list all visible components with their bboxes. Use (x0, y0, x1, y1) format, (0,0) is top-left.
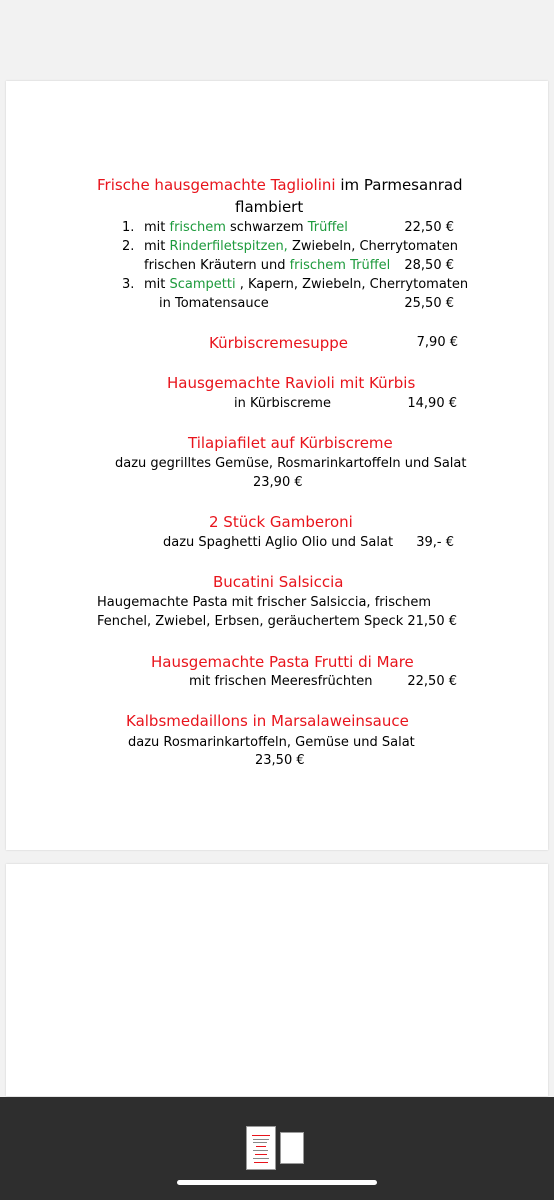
item-number: 1. (122, 220, 135, 235)
text-segment: mit (144, 277, 170, 292)
item-number: 3. (122, 277, 135, 292)
dish-price: 7,90 € (416, 335, 458, 350)
dish-price: 39,- € (416, 535, 454, 550)
dish-description: in Kürbiscreme (234, 396, 331, 411)
dish-title-frutti-di-mare: Hausgemachte Pasta Frutti di Mare (151, 653, 414, 671)
document-page-2 (6, 864, 548, 1096)
dish-title-kalbsmedaillons: Kalbsmedaillons in Marsalaweinsauce (126, 712, 409, 730)
item-price: 22,50 € (404, 220, 454, 235)
highlight-segment: Rinderfiletspitzen, (169, 239, 288, 254)
dish-title-red: Frische hausgemachte Tagliolini (97, 176, 336, 194)
dish-title-tilapiafilet: Tilapiafilet auf Kürbiscreme (188, 434, 393, 452)
highlight-segment: Trüffel (307, 220, 348, 235)
dish-description: dazu Rosmarinkartoffeln, Gemüse und Salat (128, 735, 415, 750)
dish-price: 23,50 € (255, 753, 305, 768)
page-thumbnail-2-icon[interactable] (280, 1132, 304, 1164)
dish-title-kuerbiscremesuppe: Kürbiscremesuppe (209, 334, 349, 352)
dish-title-line2: flambiert (235, 198, 304, 216)
item-line (144, 276, 468, 294)
dish-price: 23,90 € (253, 475, 303, 490)
text-segment: mit (144, 239, 170, 254)
highlight-segment: Scampetti (169, 277, 236, 292)
dish-title-tagliolini (97, 175, 463, 195)
dish-price: 22,50 € (407, 674, 457, 689)
dish-price: 14,90 € (407, 396, 457, 411)
text-segment: mit (144, 220, 170, 235)
dish-description: dazu Spaghetti Aglio Olio und Salat (163, 535, 394, 550)
item-number: 2. (122, 239, 135, 254)
page-thumbnail-1-icon[interactable] (246, 1126, 276, 1170)
dish-title-black: im Parmesanrad (335, 176, 463, 194)
item-line (144, 238, 458, 256)
dish-description: mit frischen Meeresfrüchten (189, 674, 373, 689)
dish-title-gamberoni: 2 Stück Gamberoni (209, 513, 353, 531)
dish-description: Haugemachte Pasta mit frischer Salsiccia, frischem (97, 595, 432, 610)
item-line (144, 257, 390, 275)
home-indicator[interactable] (177, 1180, 377, 1185)
dish-price: 21,50 € (407, 614, 457, 629)
text-segment: schwarzem (225, 220, 308, 235)
document-page-1 (6, 81, 548, 850)
dish-title-ravioli: Hausgemachte Ravioli mit Kürbis (167, 374, 416, 392)
highlight-segment: frischem Trüffel (289, 258, 391, 273)
highlight-segment: frischem (169, 220, 226, 235)
text-segment: frischen Kräutern und (144, 258, 290, 273)
item-price: 28,50 € (404, 258, 454, 273)
item-line: in Tomatensauce (159, 296, 269, 311)
dish-description: Fenchel, Zwiebel, Erbsen, geräuchertem Speck (97, 614, 404, 629)
dish-description: dazu gegrilltes Gemüse, Rosmarinkartoffeln und Salat (115, 456, 467, 471)
item-price: 25,50 € (404, 296, 454, 311)
text-segment: , Kapern, Zwiebeln, Cherrytomaten (235, 277, 469, 292)
text-segment: Zwiebeln, Cherrytomaten (287, 239, 458, 254)
item-line (144, 219, 348, 237)
dish-title-bucatini: Bucatini Salsiccia (213, 573, 344, 591)
